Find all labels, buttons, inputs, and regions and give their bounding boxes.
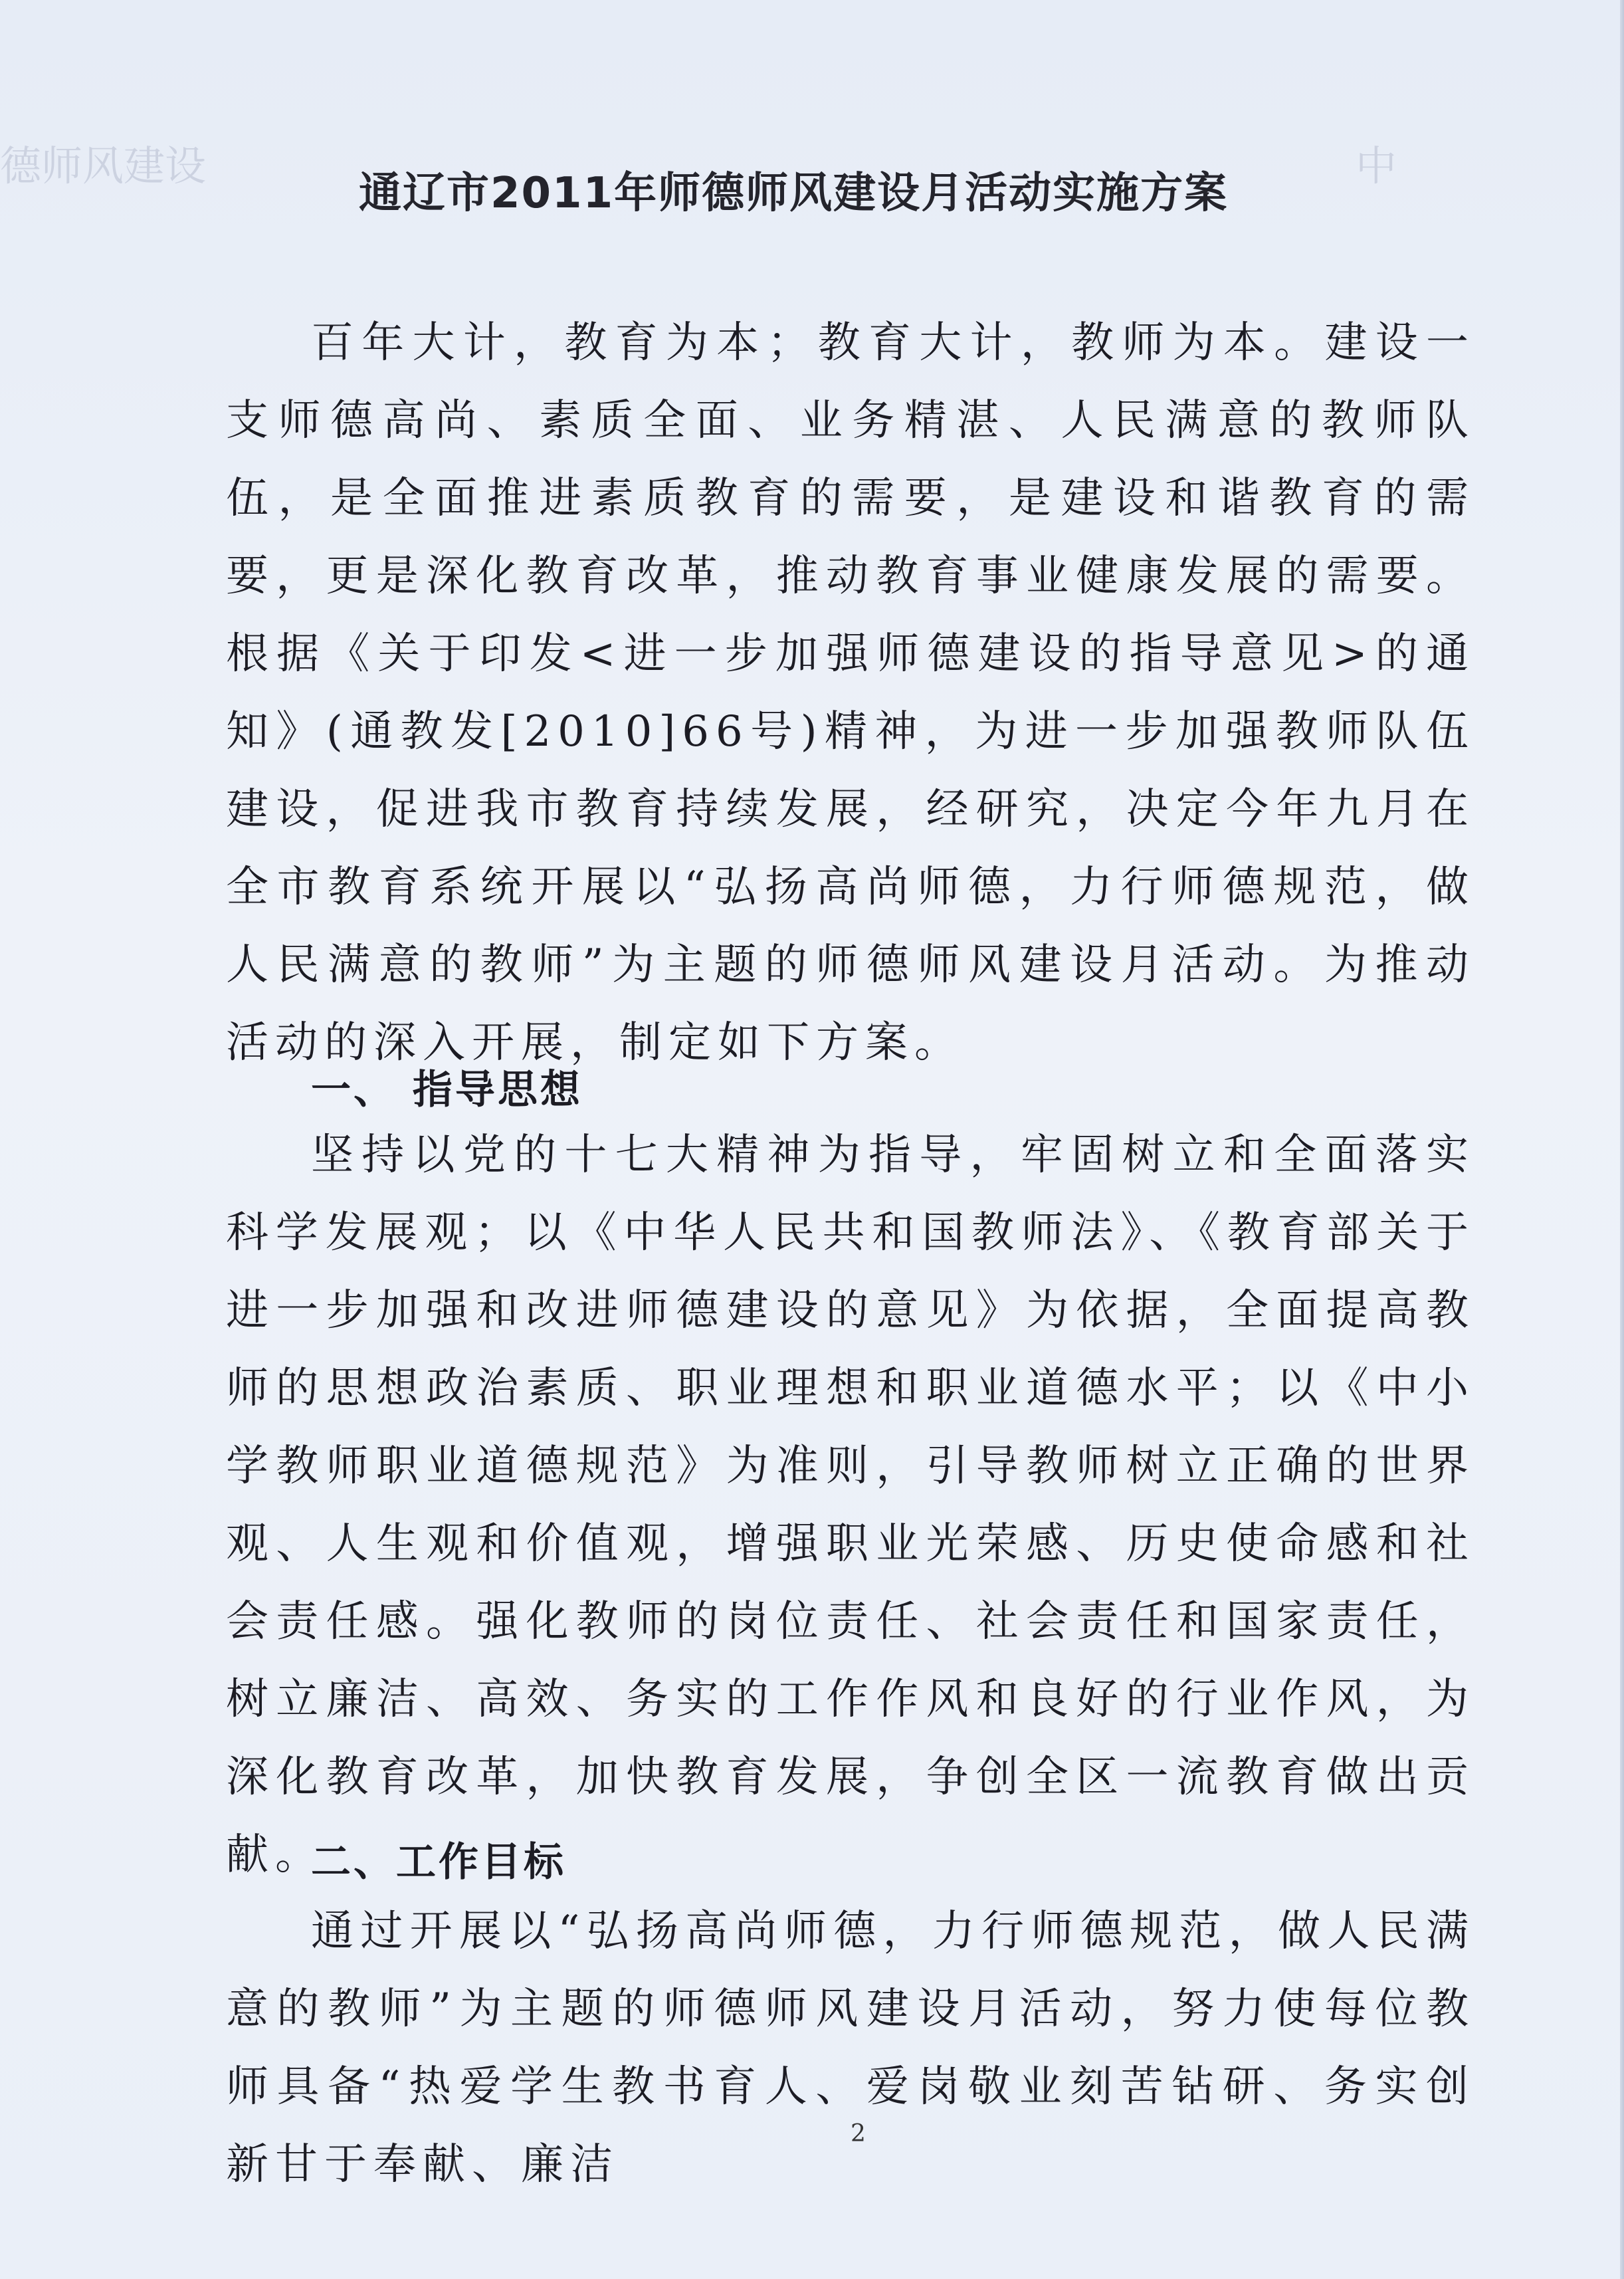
scan-edge xyxy=(1620,0,1624,2279)
bleed-through-text-right: 中 xyxy=(1356,142,1397,190)
intro-paragraph: 百年大计，教育为本；教育大计，教师为本。建设一支师德高尚、素质全面、业务精湛、人民满意的教师队伍，是全面推进素质教育的需要，是建设和谐教育的需要，更是深化教育改革，推动教育事业健康发展的需要。根据《关于印发<进一步加强师德建设的指导意见>的通知》(通教发[2010]66号)精神，为进一步加强教师队伍建设，促进我市教育持续发展，经研究，决定今年九月在全市教育系统开展以“弘扬高尚师德，力行师德规范，做人民满意的教师”为主题的师德师风建设月活动。为推动活动的深入开展，制定如下方案。 xyxy=(226,318,1475,1067)
page-number: 2 xyxy=(851,2120,866,2147)
work-goals-paragraph: 通过开展以“弘扬高尚师德，力行师德规范，做人民满意的教师”为主题的师德师风建设月活动，努力使每位教师具备“热爱学生教书育人、爱岗敬业刻苦钻研、务实创新甘于奉献、廉洁 xyxy=(226,1907,1475,2189)
section-heading-work-goals: 二、工作目标 xyxy=(311,1839,566,1886)
guiding-ideology-paragraph: 坚持以党的十七大精神为指导，牢固树立和全面落实科学发展观；以《中华人民共和国教师法》、《教育部关于进一步加强和改进师德建设的意见》为依据，全面提高教师的思想政治素质、职业理想和职业道德水平；以《中小学教师职业道德规范》为准则，引导教师树立正确的世界观、人生观和价值观，增强职业光荣感、历史使命感和社会责任感。强化教师的岗位责任、社会责任和国家责任，树立廉洁、高效、务实的工作作风和良好的行业作风，为深化教育改革，加快教育发展，争创全区一流教育做出贡献。 xyxy=(226,1131,1475,1880)
bleed-through-text: 德师风建设 xyxy=(0,142,207,190)
document-title: 通辽市2011年师德师风建设月活动实施方案 xyxy=(359,168,1229,218)
section-heading-guiding-ideology: 一、 指导思想 xyxy=(311,1067,583,1113)
